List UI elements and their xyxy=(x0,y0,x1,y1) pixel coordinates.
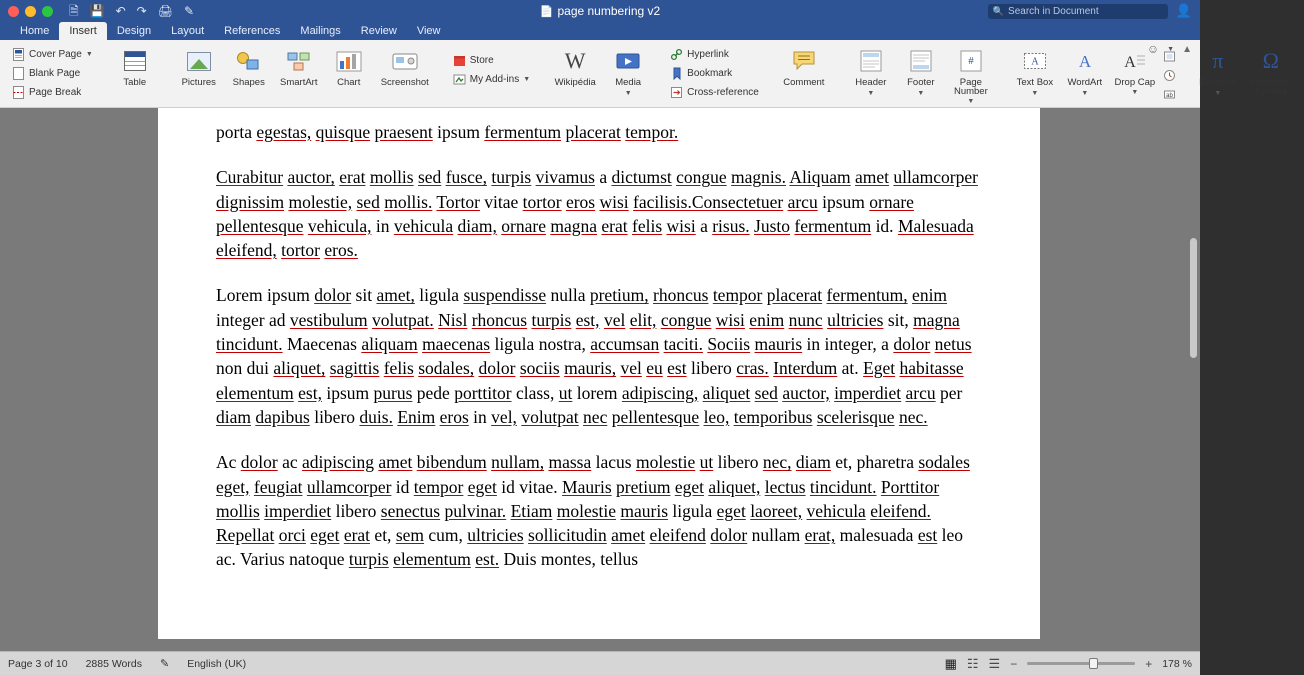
chevron-down-icon[interactable]: ▼ xyxy=(917,90,925,97)
addins-icon xyxy=(453,73,466,86)
print-icon[interactable]: 🖨 xyxy=(157,4,173,18)
undo-icon[interactable]: ↶ xyxy=(115,4,126,18)
format-painter-icon[interactable]: ✎ xyxy=(183,4,195,18)
smartart-icon xyxy=(286,46,312,76)
equation-button[interactable] xyxy=(1193,42,1243,97)
wordart-label: WordArt xyxy=(1067,77,1103,88)
ribbon xyxy=(0,40,1292,108)
tab-review[interactable]: Review xyxy=(360,25,397,37)
paragraph[interactable]: Lorem ipsum dolor sit amet, ligula suspendisse nulla pretium, rhoncus tempor placerat fermentum, enim integer ad vestibulum volutpat. Nisl rhoncus turpis est, vel elit, congue wisi enim nunc ultricies sit, magna tincidunt. Maecenas aliquam maecenas ligula nostra, accumsan taciti. Sociis mauris in integer, a dolor netus non dui aliquet, sagittis felis sodales, dolor sociis mauris, vel eu est libero cras. Interdum at. Eget habitasse elementum est, ipsum purus pede porttitor class, ut lorem adipiscing, aliquet sed auctor, imperdiet arcu per diam dapibus libero duis. Enim eros in vel, volutpat nec pellentesque leo, temporibus scelerisque nec. xyxy=(216,285,972,427)
chevron-down-icon[interactable]: ▼ xyxy=(867,90,875,97)
my-addins-label: My Add-ins xyxy=(469,73,520,85)
hyperlink-button[interactable] xyxy=(667,46,762,62)
zoom-out-button[interactable]: − xyxy=(1010,656,1018,671)
close-window-button[interactable] xyxy=(8,6,19,17)
field-button[interactable] xyxy=(1160,86,1179,102)
comment-label: Comment xyxy=(783,77,825,88)
field-icon xyxy=(1163,88,1176,101)
scrollbar-thumb[interactable] xyxy=(1190,238,1197,358)
chevron-down-icon[interactable]: ▼ xyxy=(1167,45,1175,53)
comment-button[interactable] xyxy=(776,42,832,88)
tab-mailings[interactable]: Mailings xyxy=(300,25,341,37)
my-addins-button[interactable] xyxy=(450,71,533,87)
chart-label: Chart xyxy=(337,77,361,88)
status-bar-right xyxy=(945,656,1192,672)
paragraph[interactable]: Curabitur auctor, erat mollis sed fusce, turpis vivamus a dictumst congue magnis. Aliquam amet ullamcorper dignissim molestie, sed mollis. Tortor vitae tortor eros wisi facilisis.Consectetuer arcu ipsum ornare pellentesque vehicula, in vehicula diam, ornare magna erat felis wisi a risus. Justo fermentum id. Malesuada eleifend, tortor eros. xyxy=(216,167,978,261)
search-placeholder: Search in Document xyxy=(1008,5,1099,17)
search-icon: 🔍 xyxy=(992,5,1005,16)
zoom-slider-thumb[interactable] xyxy=(1089,658,1098,669)
header-button[interactable] xyxy=(846,42,896,97)
shapes-label: Shapes xyxy=(232,77,265,88)
document-title: page numbering v2 xyxy=(557,4,661,18)
media-icon xyxy=(615,46,641,76)
language-indicator[interactable]: English (UK) xyxy=(187,657,247,670)
ribbon-group-media xyxy=(542,42,658,108)
web-layout-icon[interactable]: ☷ xyxy=(966,655,979,671)
hyperlink-label: Hyperlink xyxy=(687,48,729,60)
window-controls[interactable] xyxy=(0,6,53,17)
svg-text:ab: ab xyxy=(1166,92,1173,99)
word-count[interactable]: 2885 Words xyxy=(85,657,142,670)
tab-layout[interactable]: Layout xyxy=(171,25,205,37)
footer-button[interactable] xyxy=(896,42,946,97)
new-icon[interactable]: 🗎 xyxy=(69,4,79,18)
advanced-symbol-button[interactable] xyxy=(1243,42,1299,96)
save-icon[interactable]: 💾 xyxy=(89,4,105,18)
shapes-icon xyxy=(236,46,262,76)
svg-text:A: A xyxy=(1078,52,1091,71)
ribbon-group-links xyxy=(662,42,767,108)
store-icon xyxy=(453,54,466,67)
screenshot-icon xyxy=(392,46,418,76)
text-box-label: Text Box xyxy=(1016,77,1054,88)
equation-icon: π xyxy=(1212,48,1224,73)
search-input[interactable] xyxy=(988,4,1168,19)
store-label: Store xyxy=(469,54,494,66)
footer-label: Footer xyxy=(907,77,935,88)
blank-page-icon xyxy=(12,67,25,80)
paragraph[interactable]: porta egestas, quisque praesent ipsum fermentum placerat tempor. xyxy=(216,122,679,142)
bookmark-label: Bookmark xyxy=(687,67,733,79)
page-number-icon xyxy=(959,46,983,76)
tab-references[interactable]: References xyxy=(224,25,281,37)
ribbon-group-addins xyxy=(445,42,538,108)
drop-cap-label: Drop Cap xyxy=(1114,77,1156,88)
title-bar-right xyxy=(988,3,1200,19)
equation-label: Equation xyxy=(1199,77,1237,88)
smartart-button[interactable] xyxy=(274,42,324,88)
page-break-icon xyxy=(12,86,25,99)
cross-reference-button[interactable] xyxy=(667,84,762,100)
footer-icon xyxy=(909,46,933,76)
ribbon-group-table xyxy=(105,42,165,108)
maximize-window-button[interactable] xyxy=(42,6,53,17)
ribbon-group-comments xyxy=(771,42,837,108)
pictures-icon xyxy=(187,46,211,76)
blank-page-label: Blank Page xyxy=(29,67,81,79)
page-number-button[interactable] xyxy=(946,42,996,105)
chart-button[interactable] xyxy=(324,42,374,88)
pictures-label: Pictures xyxy=(181,77,216,88)
header-icon xyxy=(859,46,883,76)
pictures-button[interactable] xyxy=(174,42,224,88)
tab-home[interactable]: Home xyxy=(20,25,50,37)
cover-page-label: Cover Page xyxy=(29,48,82,60)
advanced-symbol-icon: Ω xyxy=(1262,48,1280,73)
screenshot-button[interactable] xyxy=(374,42,436,88)
page-break-button[interactable] xyxy=(9,84,96,100)
chevron-down-icon[interactable]: ▼ xyxy=(967,98,975,105)
cross-reference-label: Cross-reference xyxy=(687,86,759,98)
svg-text:#: # xyxy=(968,55,974,67)
ribbon-group-symbols xyxy=(1188,42,1304,108)
smiley-icon[interactable]: ☺ xyxy=(1146,42,1160,56)
drop-cap-icon xyxy=(1123,46,1147,76)
print-layout-icon[interactable]: ▦ xyxy=(944,655,957,671)
ribbon-group-header-footer xyxy=(841,42,1001,108)
table-label: Table xyxy=(123,77,147,88)
outline-icon[interactable]: ☰ xyxy=(988,655,1001,671)
chevron-down-icon[interactable]: ▼ xyxy=(1031,90,1039,97)
media-button[interactable] xyxy=(603,42,653,97)
vertical-scrollbar[interactable] xyxy=(1189,108,1198,639)
screenshot-label: Screenshot xyxy=(380,77,429,88)
document-canvas[interactable] xyxy=(0,108,1200,651)
shapes-button[interactable] xyxy=(224,42,274,88)
chevron-down-icon[interactable]: ▼ xyxy=(1081,90,1089,97)
title-bar xyxy=(0,0,1200,22)
chevron-down-icon[interactable]: ▼ xyxy=(1131,89,1139,96)
cover-page-icon xyxy=(12,48,25,61)
date-time-button[interactable] xyxy=(1160,67,1179,83)
store-button[interactable] xyxy=(450,52,533,68)
cross-reference-icon xyxy=(670,86,683,99)
page-indicator[interactable]: Page 3 of 10 xyxy=(8,657,68,670)
document-page[interactable] xyxy=(158,108,1040,639)
chevron-down-icon[interactable]: ▼ xyxy=(1214,90,1222,97)
minimize-window-button[interactable] xyxy=(25,6,36,17)
ribbon-tabs[interactable] xyxy=(0,22,1200,40)
zoom-in-button[interactable]: + xyxy=(1145,656,1153,671)
bookmark-button[interactable] xyxy=(667,65,762,81)
svg-text:A: A xyxy=(1124,54,1136,71)
ribbon-group-pages xyxy=(4,42,101,108)
chevron-down-icon[interactable]: ▼ xyxy=(523,75,531,83)
quick-access-toolbar[interactable] xyxy=(69,5,194,17)
document-icon: 📄 xyxy=(539,6,554,18)
tab-insert[interactable]: Insert xyxy=(59,22,107,40)
header-label: Header xyxy=(855,77,887,88)
media-label: Media xyxy=(615,77,642,88)
cover-page-button[interactable] xyxy=(9,46,96,62)
wikipedia-label: Wikipédia xyxy=(554,77,596,88)
ribbon-group-illustrations xyxy=(169,42,441,108)
page-number-label: Page Number xyxy=(953,77,988,97)
text-box-icon xyxy=(1023,46,1047,76)
page-break-label: Page Break xyxy=(29,86,82,98)
comment-icon xyxy=(791,46,817,76)
wikipedia-icon: W xyxy=(564,48,586,73)
redo-icon[interactable]: ↷ xyxy=(136,4,147,18)
status-bar xyxy=(0,651,1200,675)
hyperlink-icon xyxy=(670,48,683,61)
track-changes-icon[interactable]: ✎ xyxy=(160,658,170,670)
smartart-label: SmartArt xyxy=(280,77,318,88)
table-icon xyxy=(124,46,146,76)
chevron-down-icon[interactable]: ▼ xyxy=(85,50,93,58)
document-text[interactable] xyxy=(216,120,982,572)
zoom-level[interactable]: 178 % xyxy=(1162,657,1192,670)
chart-icon xyxy=(336,46,362,76)
zoom-slider[interactable] xyxy=(1027,662,1135,665)
text-box-button[interactable] xyxy=(1010,42,1060,97)
wordart-button[interactable] xyxy=(1060,42,1110,97)
tab-design[interactable]: Design xyxy=(116,25,152,37)
chevron-up-icon[interactable]: ▲ xyxy=(1182,43,1192,55)
wordart-icon xyxy=(1073,46,1097,76)
date-time-icon xyxy=(1163,69,1176,82)
paragraph[interactable]: Ac dolor ac adipiscing amet bibendum nullam, massa lacus molestie ut libero nec, diam et, pharetra sodales eget, feugiat ullamcorper id tempor eget id vitae. Mauris pretium eget aliquet, lectus tincidunt. Porttitor mollis imperdiet libero senectus pulvinar. Etiam molestie mauris ligula eget laoreet, vehicula eleifend. Repellat orci eget erat et, sem cum, ultricies sollicitudin amet eleifend dolor nullam erat, malesuada est leo ac. Varius natoque turpis elementum est. Duis montes, tellus xyxy=(216,452,970,570)
advanced-symbol-label: Advanced Symbol xyxy=(1249,77,1292,97)
bookmark-icon xyxy=(670,67,683,80)
svg-text:A: A xyxy=(1031,56,1039,68)
chevron-down-icon[interactable]: ▼ xyxy=(624,90,632,97)
tab-view[interactable]: View xyxy=(416,25,441,37)
table-button[interactable] xyxy=(110,42,160,88)
person-add-icon[interactable]: 👤 xyxy=(1175,3,1192,18)
wikipedia-button[interactable] xyxy=(547,42,603,88)
blank-page-button[interactable] xyxy=(9,65,96,81)
